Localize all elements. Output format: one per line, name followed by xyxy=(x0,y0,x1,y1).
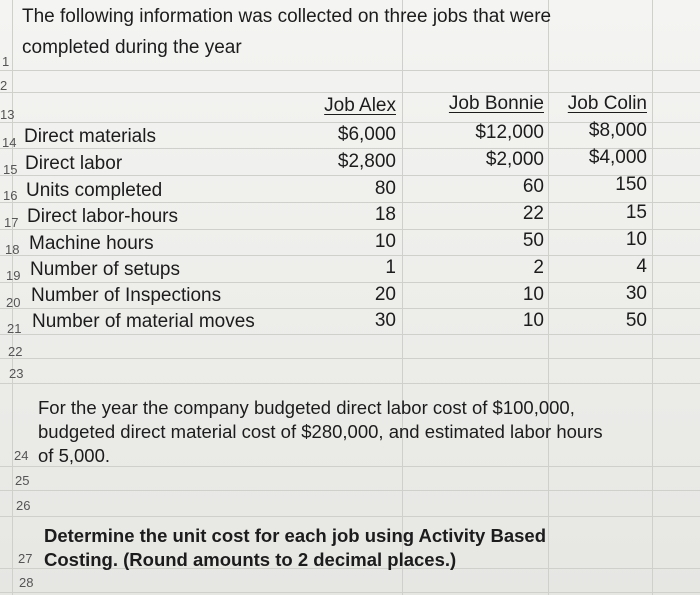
row-label: Machine hours xyxy=(29,233,154,254)
cell-bonnie: 2 xyxy=(533,257,544,278)
row-border xyxy=(0,358,700,359)
cell-alex: 80 xyxy=(374,178,396,199)
row-border xyxy=(0,334,700,335)
budget-note-line-1: For the year the company budgeted direct labor cost of $100,000, xyxy=(38,397,575,418)
row-number: 15 xyxy=(3,162,18,177)
cell-alex: $2,800 xyxy=(337,151,396,172)
row-border xyxy=(0,490,700,491)
budget-note-line-2: budgeted direct material cost of $280,000, and estimated labor hours xyxy=(38,421,603,442)
budget-note xyxy=(38,396,678,468)
row-border xyxy=(0,383,700,384)
row-border xyxy=(0,70,700,71)
row-label: Direct labor xyxy=(25,153,123,174)
row-number: 2 xyxy=(0,78,8,93)
cell-bonnie: 60 xyxy=(522,176,544,197)
cell-colin: 150 xyxy=(615,174,647,195)
row-number: 28 xyxy=(19,575,34,590)
cell-colin: $4,000 xyxy=(588,147,647,168)
cell-alex: 1 xyxy=(385,257,396,278)
row-number: 26 xyxy=(16,498,31,513)
cell-colin: 30 xyxy=(625,283,647,304)
row-label: Direct materials xyxy=(24,126,156,147)
row-number: 14 xyxy=(2,135,17,150)
row-number: 17 xyxy=(4,215,19,230)
cell-bonnie: $2,000 xyxy=(485,149,544,170)
cell-bonnie: 22 xyxy=(522,203,544,224)
budget-note-line-3: of 5,000. xyxy=(38,445,111,466)
header-job-colin: Job Colin xyxy=(567,93,647,114)
cell-colin: 15 xyxy=(625,202,647,223)
task-line-1: Determine the unit cost for each job using Activity Based xyxy=(44,525,546,546)
row-number: 27 xyxy=(18,551,33,566)
cell-colin: $8,000 xyxy=(588,120,647,141)
row-number: 25 xyxy=(15,473,30,488)
cell-colin: 4 xyxy=(636,256,647,277)
task-instruction xyxy=(44,524,664,572)
header-job-bonnie: Job Bonnie xyxy=(448,93,544,114)
row-border xyxy=(0,516,700,517)
row-label: Units completed xyxy=(26,180,163,201)
column-border xyxy=(652,0,653,595)
row-border xyxy=(0,592,700,593)
row-number: 18 xyxy=(5,242,20,257)
cell-bonnie: $12,000 xyxy=(475,122,544,143)
cell-alex: 10 xyxy=(374,231,396,252)
header-job-alex: Job Alex xyxy=(324,95,396,116)
cell-alex: 20 xyxy=(374,284,396,305)
row-number: 16 xyxy=(3,188,18,203)
row-label: Number of Inspections xyxy=(31,285,222,306)
cell-alex: 18 xyxy=(374,204,396,225)
row-label: Direct labor-hours xyxy=(27,206,178,227)
row-number: 21 xyxy=(7,321,22,336)
row-number: 19 xyxy=(6,268,21,283)
intro-line-1: The following information was collected on three jobs that were xyxy=(22,6,552,27)
row-number: 22 xyxy=(8,344,23,359)
cell-bonnie: 10 xyxy=(522,284,544,305)
cell-colin: 10 xyxy=(625,229,647,250)
row-border xyxy=(0,308,700,309)
row-number: 23 xyxy=(9,366,24,381)
row-number: 24 xyxy=(14,448,29,463)
row-number: 13 xyxy=(0,107,15,122)
cell-colin: 50 xyxy=(625,310,647,331)
task-line-2: Costing. (Round amounts to 2 decimal places.) xyxy=(44,549,457,570)
intro-line-2: completed during the year xyxy=(22,37,242,58)
cell-bonnie: 50 xyxy=(522,230,544,251)
row-number: 1 xyxy=(2,54,10,69)
column-border xyxy=(402,0,403,595)
cell-alex: $6,000 xyxy=(337,124,396,145)
row-number: 20 xyxy=(6,295,21,310)
row-label: Number of setups xyxy=(30,259,180,280)
row-label: Number of material moves xyxy=(32,311,255,332)
cell-alex: 30 xyxy=(374,310,396,331)
cell-bonnie: 10 xyxy=(522,310,544,331)
